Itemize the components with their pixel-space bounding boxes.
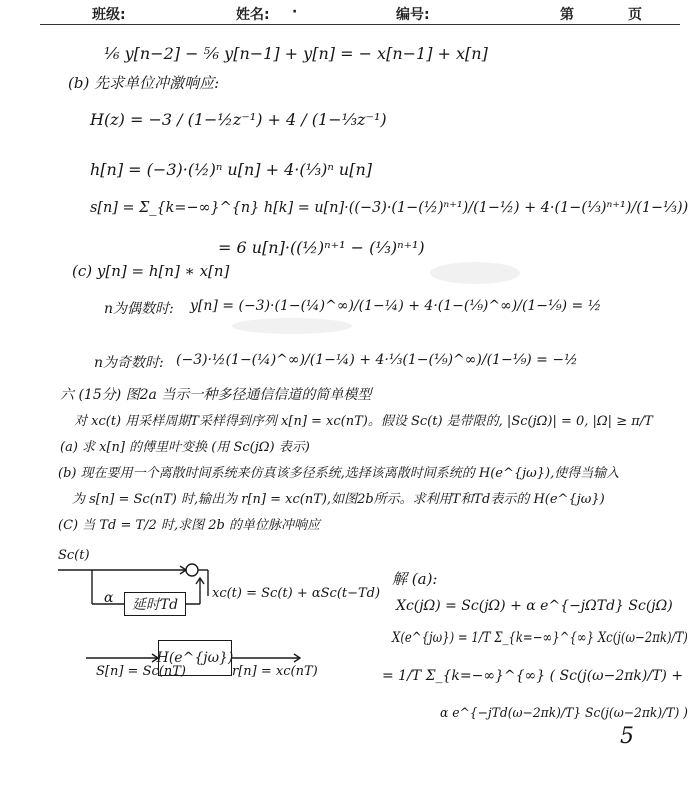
solution-title: 解 (a): bbox=[392, 570, 438, 588]
difference-equation: ¹⁄₆ y[n−2] − ⁵⁄₆ y[n−1] + y[n] = − x[n−1] + x[n] bbox=[104, 44, 488, 63]
page-number: 5 bbox=[620, 724, 634, 749]
diagram-a-alpha: α bbox=[104, 590, 114, 606]
diagram-b-input-label: S[n] = Sc(nT) bbox=[96, 664, 186, 679]
even-case-label: n为偶数时: bbox=[104, 301, 174, 317]
part-b-title: (b) 先求单位冲激响应: bbox=[68, 74, 220, 92]
step-response-simplified: = 6 u[n]·((½)ⁿ⁺¹ − (⅓)ⁿ⁺¹) bbox=[218, 238, 425, 257]
question-6-part-a: (a) 求 x[n] 的傅里叶变换 (用 Sc(jΩ) 表示) bbox=[60, 440, 310, 455]
solution-line-4: α e^{−jTd(ω−2πk)/T} Sc(j(ω−2πk)/T) ) bbox=[440, 706, 688, 721]
question-6-line-2: 对 xc(t) 用采样周期T采样得到序列 x[n] = xc(nT)。假设 Sc(t) 是带限的, |Sc(jΩ)| = 0, |Ω| ≥ π/T bbox=[74, 414, 653, 429]
question-6-line-1: 六 (15分) 图2a 当示一种多径通信信道的简单模型 bbox=[60, 387, 372, 403]
impulse-response: h[n] = (−3)·(½)ⁿ u[n] + 4·(⅓)ⁿ u[n] bbox=[90, 160, 372, 179]
diagram-b-output-label: r[n] = xc(nT) bbox=[232, 664, 318, 679]
part-c-title: (c) y[n] = h[n] ∗ x[n] bbox=[72, 262, 230, 280]
class-label: 班级: bbox=[92, 7, 126, 23]
name-label: 姓名: bbox=[236, 7, 270, 23]
page-suffix: 页 bbox=[628, 7, 642, 23]
name-value: · bbox=[292, 4, 298, 20]
diagram-a-output-label: xc(t) = Sc(t) + αSc(t−Td) bbox=[212, 586, 381, 601]
diagram-a-input-label: Sc(t) bbox=[58, 548, 90, 563]
even-case-expression: y[n] = (−3)·(1−(¼)^∞)/(1−¼) + 4·(1−(⅑)^∞)/(1−⅑) = ½ bbox=[190, 298, 602, 314]
question-6-part-b-line-1: (b) 现在要用一个离散时间系统来仿真该多径系统,选择该离散时间系统的 H(e^{jω}),使得当输入 bbox=[58, 466, 620, 481]
odd-case-label: n为奇数时: bbox=[94, 355, 164, 371]
page-prefix: 第 bbox=[560, 7, 574, 23]
odd-case-expression: (−3)·½(1−(¼)^∞)/(1−¼) + 4·⅓(1−(⅑)^∞)/(1−⅑) = −½ bbox=[176, 352, 578, 368]
question-6-part-b-line-2: 为 s[n] = Sc(nT) 时,输出为 r[n] = xc(nT),如图2b所示。求利用T和Td表示的 H(e^{jω}) bbox=[72, 492, 605, 507]
delay-block-label: 延时Td bbox=[131, 597, 179, 613]
question-6-part-c: (C) 当 Td = T/2 时,求图 2b 的单位脉冲响应 bbox=[58, 518, 320, 533]
transfer-function: H(z) = −3 / (1−½z⁻¹) + 4 / (1−⅓z⁻¹) bbox=[90, 110, 387, 129]
step-response: s[n] = Σ_{k=−∞}^{n} h[k] = u[n]·((−3)·(1−(½)ⁿ⁺¹)/(1−½) + 4·(1−(⅓)ⁿ⁺¹)/(1−⅓)) bbox=[90, 198, 689, 216]
solution-line-2: X(e^{jω}) = 1/T Σ_{k=−∞}^{∞} Xc(j(ω−2πk)/T) bbox=[392, 630, 688, 646]
solution-line-1: Xc(jΩ) = Sc(jΩ) + α e^{−jΩTd} Sc(jΩ) bbox=[396, 598, 673, 614]
discrete-system-label: H(e^{jω}) bbox=[156, 650, 234, 666]
number-label: 编号: bbox=[396, 7, 430, 23]
solution-line-3: = 1/T Σ_{k=−∞}^{∞} ( Sc(j(ω−2πk)/T) + bbox=[382, 668, 684, 684]
